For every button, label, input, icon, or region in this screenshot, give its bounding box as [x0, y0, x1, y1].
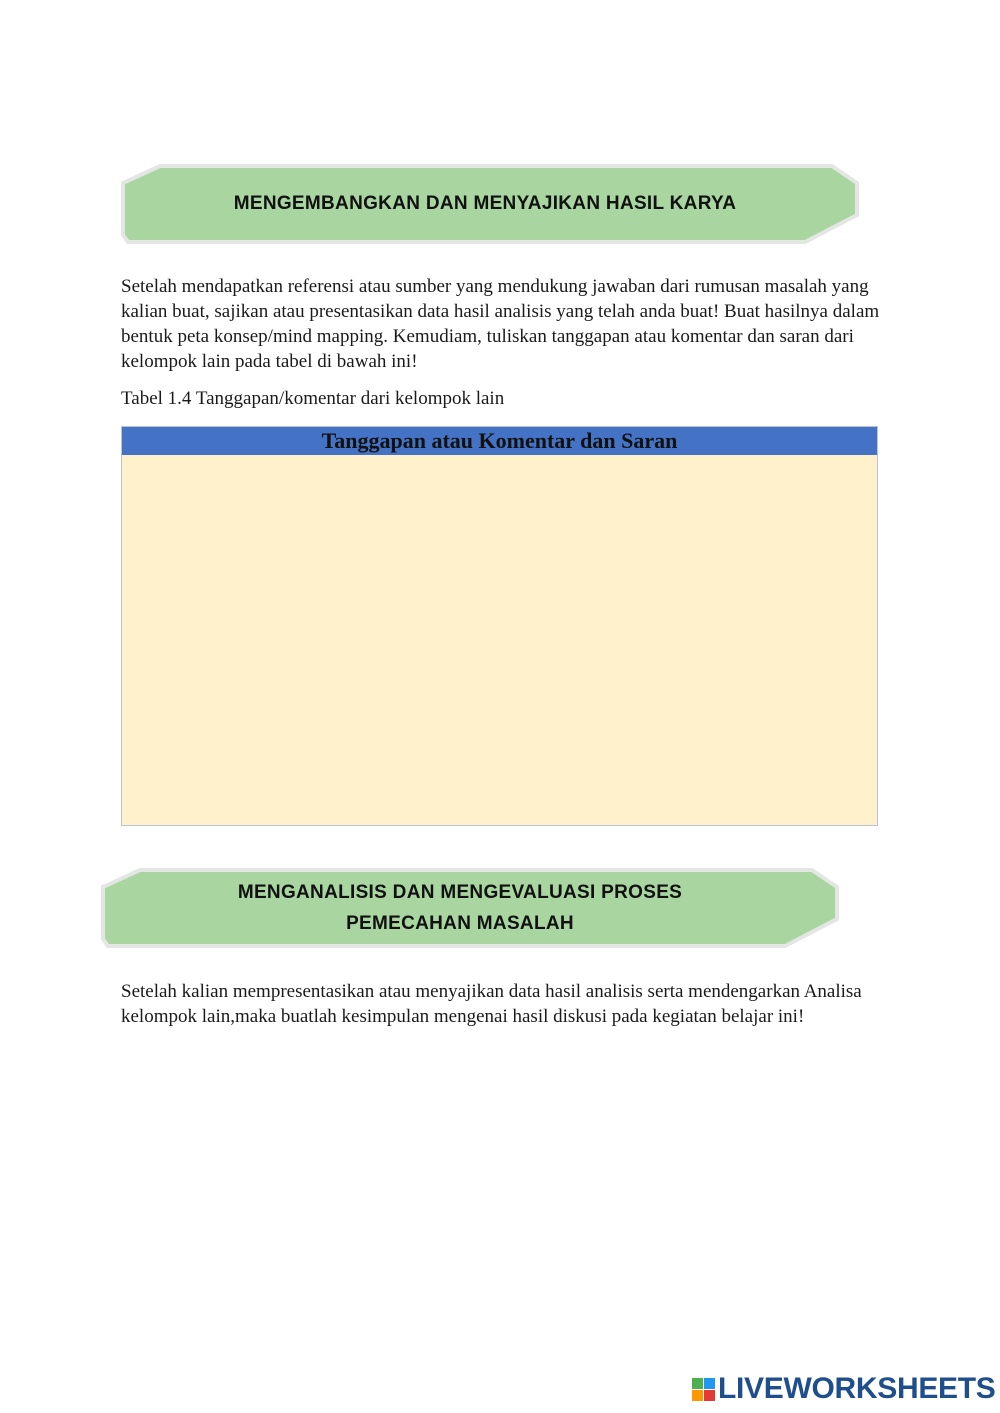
response-answer-area[interactable]: [122, 455, 877, 825]
conclusion-paragraph: Setelah kalian mempresentasikan atau menyajikan data hasil analisis serta mendengarkan Analisa kelompok lain,maka buatlah kesimpulan mengenai hasil diskusi pada kegiatan belajar ini!: [121, 981, 862, 1027]
liveworksheets-logo-icon: [692, 1378, 715, 1401]
response-table: [121, 426, 878, 826]
section-title-line2: PEMECAHAN MASALAH: [346, 913, 574, 934]
table-caption: Tabel 1.4 Tanggapan/komentar dari kelompok lain: [121, 388, 505, 409]
section-title-line1: MENGANALISIS DAN MENGEVALUASI PROSES: [237, 882, 683, 903]
liveworksheets-logo: [692, 1372, 996, 1406]
table-header-label: Tanggapan atau Komentar dan Saran: [321, 428, 678, 453]
table-header: [122, 427, 877, 455]
section-banner-analyze: [100, 867, 840, 949]
logo-text: LIVEWORKSHEETS: [718, 1372, 996, 1405]
section-title: MENGEMBANGKAN DAN MENYAJIKAN HASIL KARYA: [233, 193, 737, 214]
instruction-paragraph: Setelah mendapatkan referensi atau sumber yang mendukung jawaban dari rumusan masalah yang kalian buat, sajikan atau presentasikan data hasil analisis yang telah anda buat! Buat hasilnya dalam bentuk peta konsep/mind mapping. Kemudiam, tuliskan tanggapan atau komentar dan saran dari kelompok lain pada tabel di bawah ini!: [121, 276, 880, 372]
section-banner-develop: [120, 163, 860, 245]
